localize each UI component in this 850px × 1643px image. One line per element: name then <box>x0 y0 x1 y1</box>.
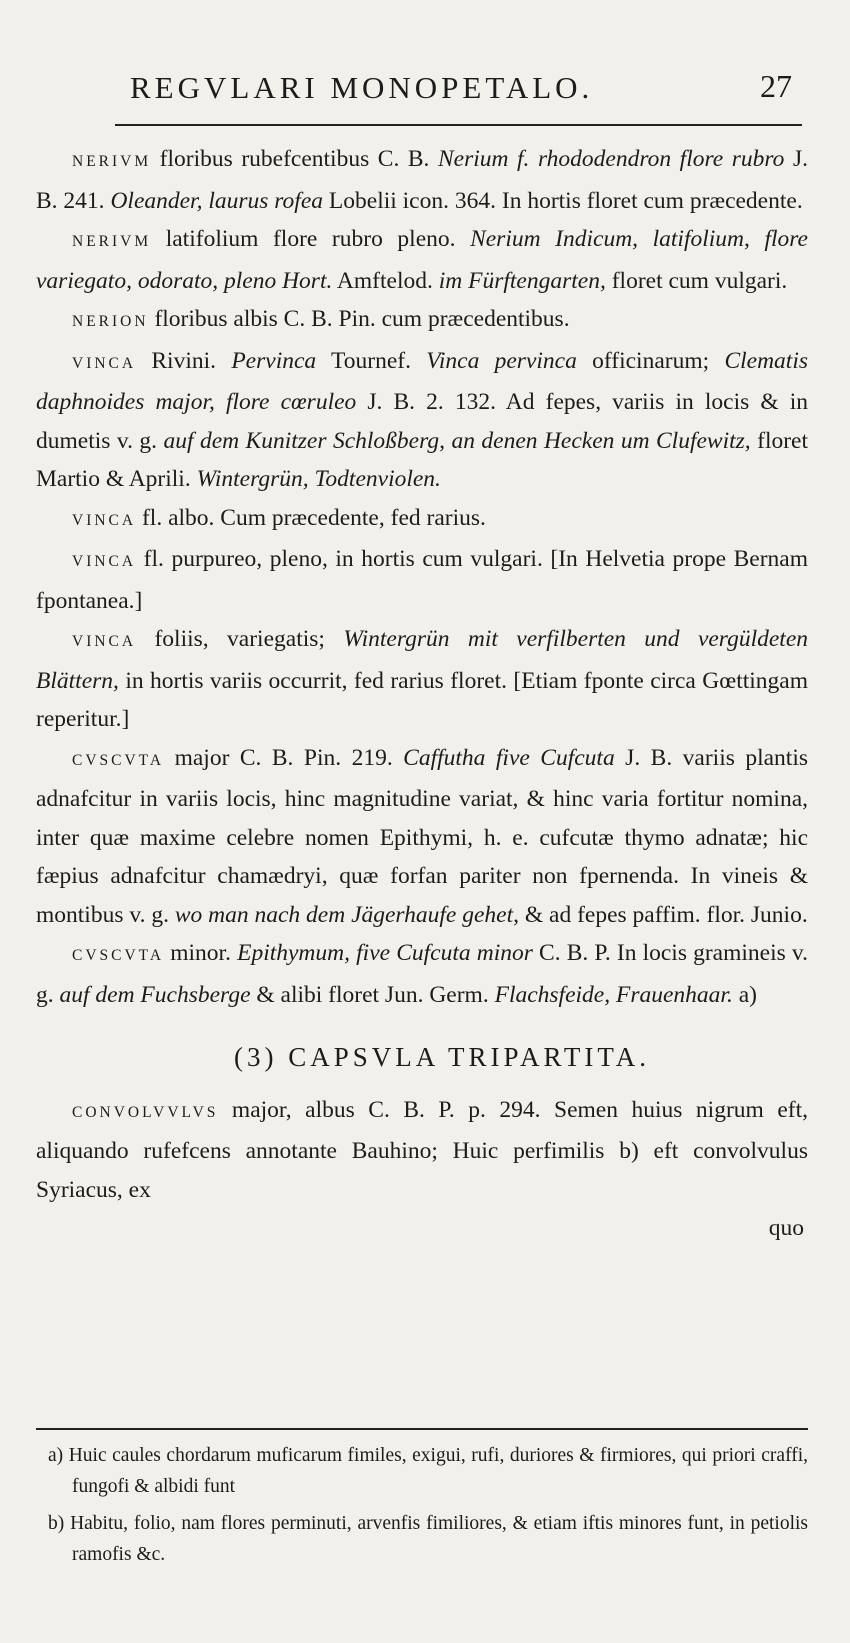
entry-text: floret Martio & Aprili. <box>36 427 809 492</box>
entry-text: & ad fepes paffim. flor. Junio. <box>519 901 808 928</box>
entry-text: minor. <box>164 940 238 966</box>
entry-text: J. B. 241. <box>36 146 808 214</box>
entry-text: officinarum; <box>576 347 725 374</box>
footnote-mark: b) <box>48 1513 65 1534</box>
entry-convolvulus-major <box>36 1091 808 1210</box>
footnote-rule <box>36 1428 808 1430</box>
entry-locality: auf dem Fuchsberge <box>59 981 251 1008</box>
entry-text: foliis, variegatis; <box>136 626 344 652</box>
entry-cuscuta-minor <box>36 934 808 1014</box>
entry-genus: NERION <box>72 313 149 330</box>
entry-vinca-purpureo <box>36 540 808 620</box>
entry-locality: wo man nach dem Jägerhaufe gehet, <box>174 901 520 928</box>
entry-text: J. B. 2. 132. Ad fepes, variis in locis & in dumetis v. g. <box>36 389 808 454</box>
footnote-text: Habitu, folio, nam flores perminuti, arvenfis fimiliores, & etiam iftis minores funt, in petiolis ramofis &c. <box>64 1513 808 1565</box>
entry-nerium-latifolium <box>36 220 808 300</box>
entry-text: & alibi floret Jun. Germ. <box>250 981 495 1008</box>
entry-genus: VINCA <box>72 633 137 650</box>
page-number: 27 <box>760 68 792 104</box>
entry-genus: CVSCVTA <box>72 947 165 964</box>
entry-synonym: Nerium Indicum, latifolium, flore variegato, odorato, pleno Hort. <box>36 226 808 294</box>
entry-text: major C. B. Pin. 219. <box>164 744 404 771</box>
footnotes <box>42 1440 808 1576</box>
entry-genus: VINCA <box>72 511 137 529</box>
footnote-ref: a) <box>732 981 757 1008</box>
entry-text: C. B. P. In locis gramineis v. g. <box>36 940 808 1008</box>
entry-text: floribus albis C. B. Pin. cum præcedentibus. <box>148 306 570 332</box>
entry-synonym: Vinca pervinca <box>426 347 577 374</box>
entry-text: Amftelod. <box>332 267 439 294</box>
entry-text: Tournef. <box>316 347 427 374</box>
entry-genus: CVSCVTA <box>72 751 165 769</box>
entry-synonym: Epithymum, five Cufcuta minor <box>237 940 533 966</box>
footnote-mark: a) <box>48 1445 64 1466</box>
section-heading: (3) CAPSVLA TRIPARTITA. <box>233 1042 650 1072</box>
entry-text: major, albus C. B. P. p. 294. Semen huius nigrum eft, aliquando rufefcens annotante Bauhino; Huic perfimilis b) eft convolvulus Syriacus, ex <box>36 1096 808 1203</box>
entry-text: in hortis variis occurrit, fed rarius floret. [Etiam fponte circa Gœttingam reperitur.] <box>36 667 808 732</box>
main-text <box>36 140 808 1248</box>
entry-synonym: Caffutha five Cufcuta <box>403 744 615 771</box>
header-rule <box>115 124 802 126</box>
entry-nerium-rubescens <box>36 140 808 220</box>
entry-genus: VINCA <box>72 553 137 570</box>
entry-vinca-albo <box>36 499 808 541</box>
entry-vernacular: Wintergrün mit verfilberten und vergüldeten Blättern, <box>36 626 808 694</box>
entry-synonym: Clematis daphnoides major, flore cœruleo <box>36 347 809 415</box>
entry-text: Lobelii icon. 364. In hortis floret cum præcedente. <box>323 187 803 214</box>
entry-synonym: Oleander, laurus rofea <box>110 187 324 214</box>
entry-vernacular: Wintergrün, Todtenviolen. <box>196 466 441 492</box>
entry-text: latifolium flore rubro pleno. <box>151 226 471 252</box>
catchword: quo <box>768 1215 804 1241</box>
entry-nerion-albis <box>36 300 808 342</box>
entry-vernacular: Flachsfeide, Frauenhaar. <box>494 981 733 1008</box>
entry-synonym: Pervinca <box>231 347 317 374</box>
entry-genus: CONVOLVVLVS <box>72 1103 219 1121</box>
entry-text: fl. purpureo, pleno, in hortis cum vulgari. [In Helvetia prope Bernam fpontanea.] <box>36 546 808 614</box>
entry-vinca-rivini <box>36 342 808 499</box>
entry-vinca-variegatis <box>36 620 808 739</box>
running-head: REGVLARI MONOPETALO. <box>130 70 594 105</box>
footnote-a <box>42 1440 808 1502</box>
entry-genus: NERIVM <box>72 153 152 170</box>
entry-synonym: Nerium f. rhododendron flore rubro <box>437 146 785 172</box>
entry-genus: NERIVM <box>72 233 152 250</box>
entry-text: J. B. variis plantis adnafcitur in variis locis, hinc magnitudine variat, & hinc varia fortitur nomina, inter quæ maxime celebre nomen Epithymi, h. e. cufcutæ thymo adnatæ; hic fæpius adnafcitur chamædryi, quæ forfan pariter non fpernenda. In vineis & montibus v. g. <box>36 744 809 928</box>
entry-vernacular: im Fürftengarten, <box>438 267 606 294</box>
entry-text: fl. albo. Cum præcedente, fed rarius. <box>136 504 486 531</box>
entry-text: floret cum vulgari. <box>605 267 788 294</box>
entry-cuscuta-major <box>36 739 808 935</box>
entry-text: Rivini. <box>136 347 232 374</box>
footnote-text: Huic caules chordarum muficarum fimiles, exigui, rufi, duriores & firmiores, qui priori craffi, fungofi & albidi funt <box>63 1445 808 1497</box>
entry-text: floribus rubefcentibus C. B. <box>151 146 438 172</box>
page-header <box>70 62 802 110</box>
entry-genus: VINCA <box>72 354 137 372</box>
entry-locality: auf dem Kunitzer Schloßberg, an denen Hecken um Clufewitz, <box>163 427 751 454</box>
footnote-b <box>42 1508 808 1570</box>
